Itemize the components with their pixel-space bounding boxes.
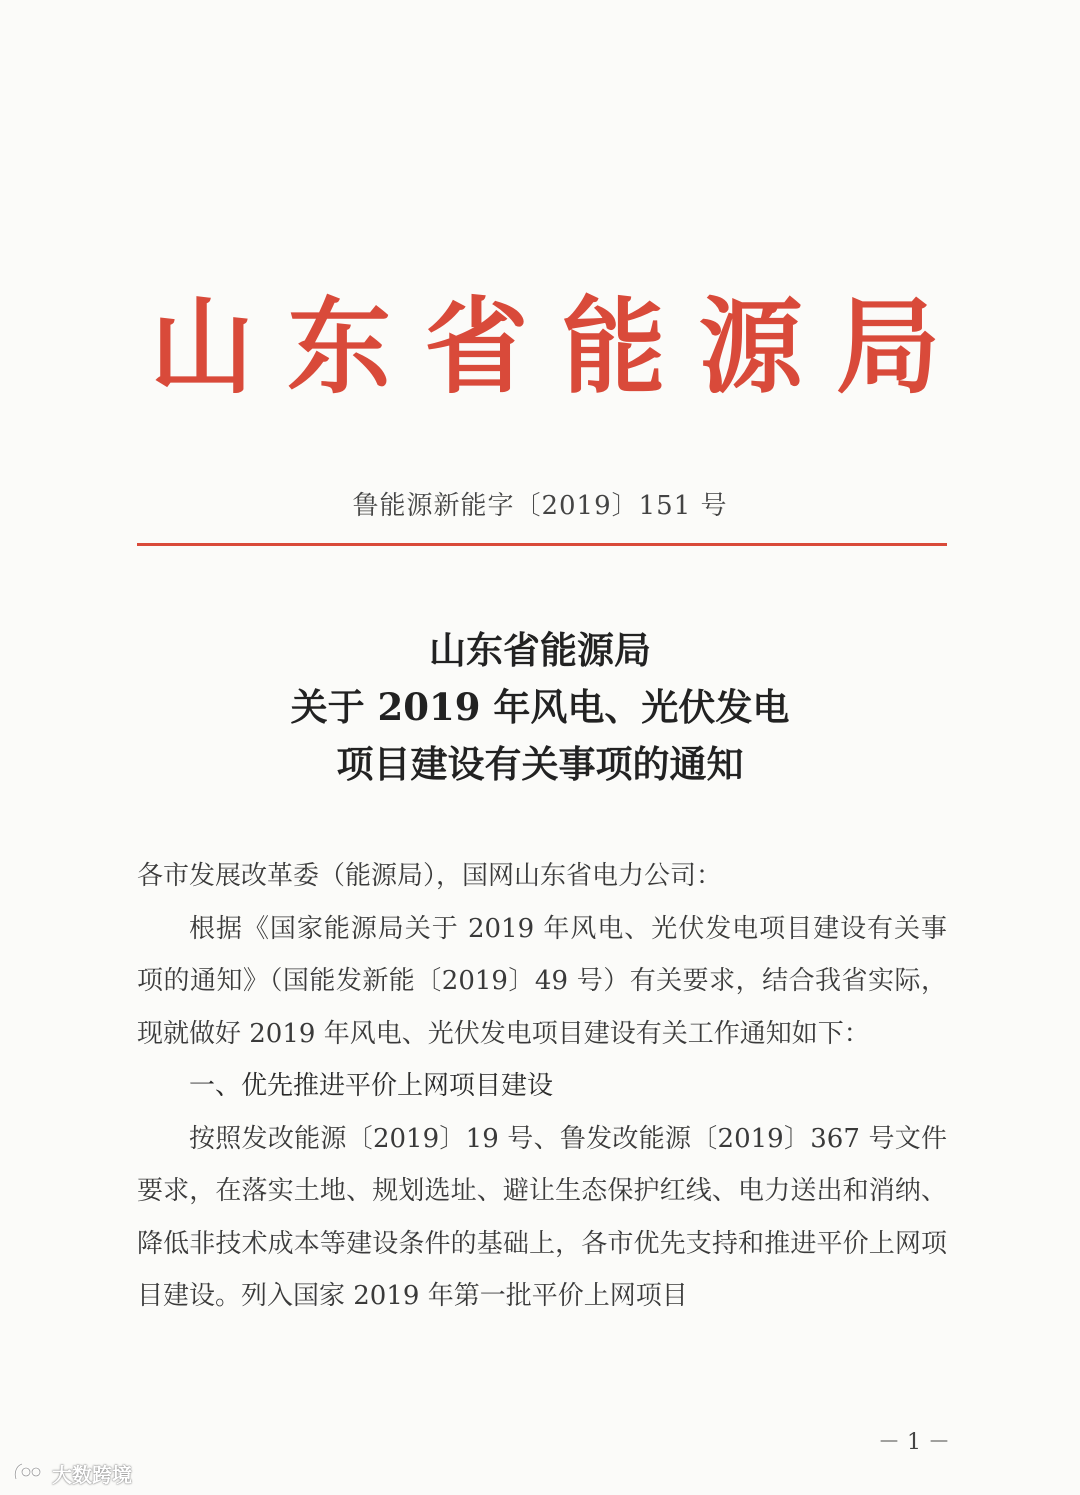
header-char: 省	[424, 285, 529, 408]
header-char: 山	[150, 285, 255, 408]
header-char: 东	[287, 285, 392, 408]
brand-logo-icon	[12, 1461, 46, 1485]
page-number: － 1 －	[878, 1430, 950, 1455]
document-body	[137, 850, 947, 1323]
paragraph-1: 根据《国家能源局关于 2019 年风电、光伏发电项目建设有关事项的通知》（国能发新能〔2019〕49 号）有关要求，结合我省实际，现就做好 2019 年风电、光伏发电项目建设有关工作通知如下：	[137, 913, 947, 1049]
watermark	[12, 1458, 132, 1488]
section-heading-1: 一、优先推进平价上网项目建设	[189, 1071, 554, 1101]
document-number: 鲁能源新能字〔2019〕151 号	[352, 491, 728, 521]
issuing-organization-header	[150, 282, 940, 412]
header-divider	[137, 543, 947, 546]
title-line-1: 山东省能源局	[429, 628, 651, 672]
salutation: 各市发展改革委（能源局），国网山东省电力公司：	[137, 861, 723, 891]
header-char: 能	[561, 285, 666, 408]
document-title	[0, 622, 1080, 793]
watermark-text: 大数跨境	[52, 1462, 132, 1487]
title-line-3: 项目建设有关事项的通知	[336, 742, 744, 786]
paragraph-2: 按照发改能源〔2019〕19 号、鲁发改能源〔2019〕367 号文件要求，在落实土地、规划选址、避让生态保护红线、电力送出和消纳、降低非技术成本等建设条件的基础上，各市优先支持和推进平价上网项目建设。列入国家 2019 年第一批平价上网项目	[137, 1123, 947, 1311]
header-char: 局	[835, 285, 940, 408]
header-char: 源	[698, 285, 803, 408]
title-line-2: 关于 2019 年风电、光伏发电	[290, 685, 790, 729]
